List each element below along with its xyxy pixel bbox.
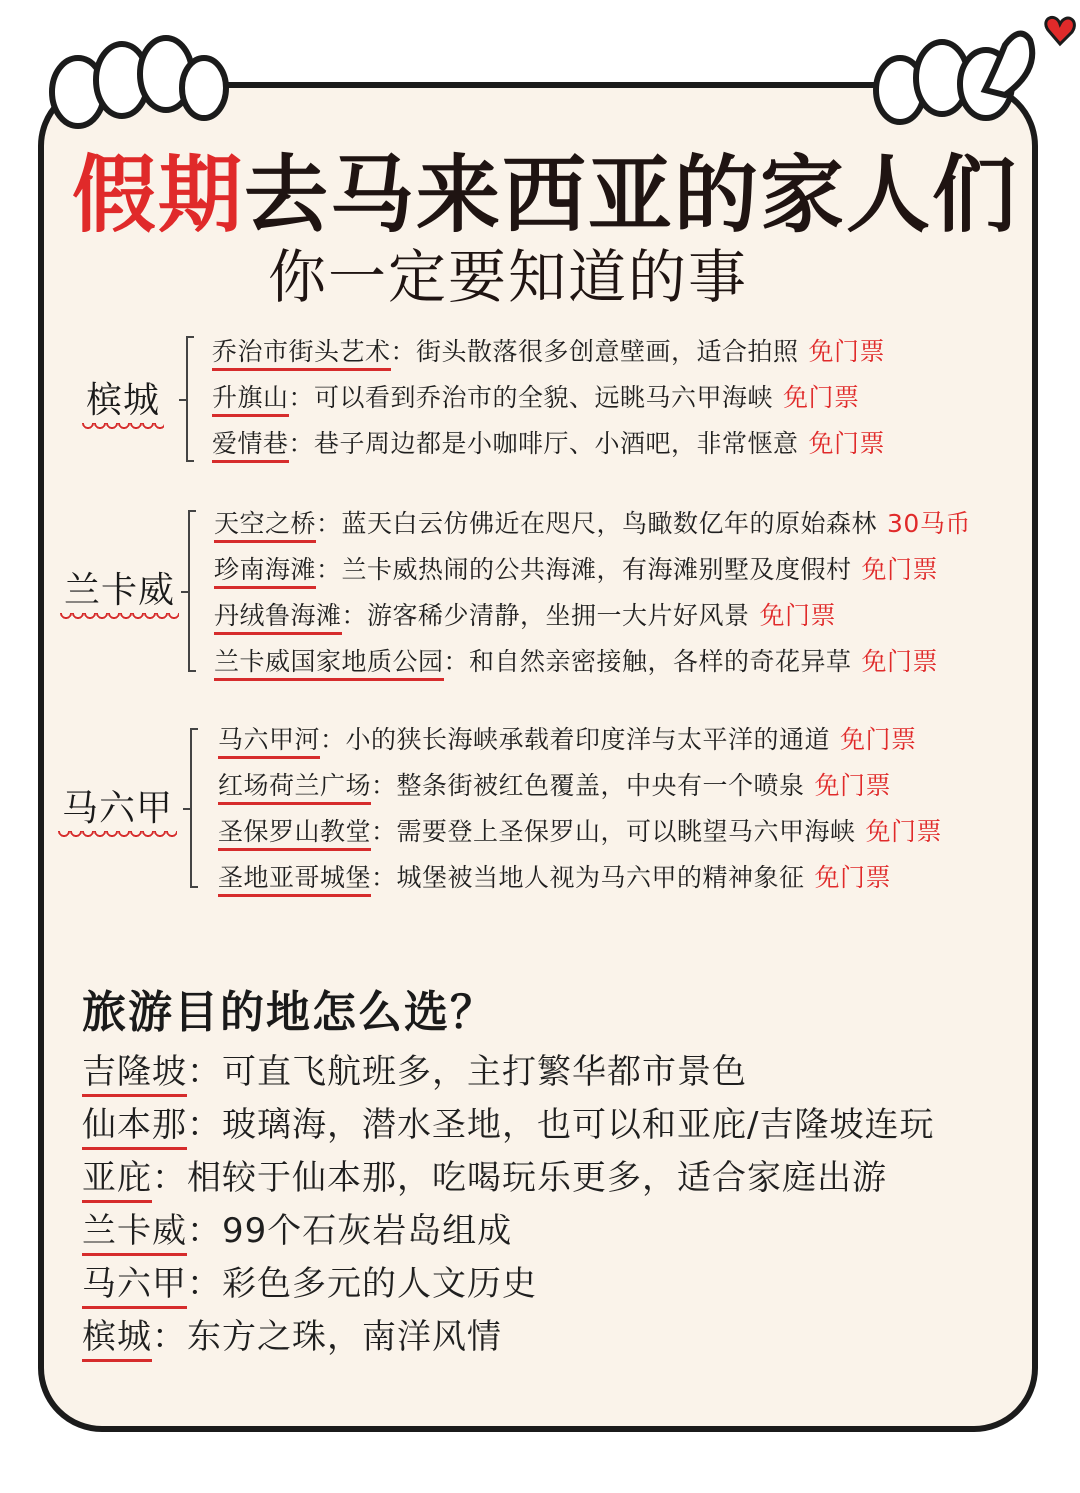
attraction-desc: ：蓝天白云仿佛近在咫尺，鸟瞰数亿年的原始森林	[316, 509, 878, 538]
attraction-desc: ：需要登上圣保罗山，可以眺望马六甲海峡	[371, 817, 856, 846]
attraction-item	[214, 596, 836, 632]
attraction-name: 爱情巷	[212, 429, 289, 463]
city-label-langkawi: 兰卡威	[64, 562, 175, 613]
attraction-item	[218, 720, 917, 756]
attraction-item	[214, 504, 971, 540]
attraction-name: 乔治市街头艺术	[212, 337, 391, 371]
attraction-item	[218, 812, 942, 848]
attraction-price: 免门票	[840, 725, 917, 754]
attraction-desc: ：可以看到乔治市的全貌、远眺马六甲海峡	[288, 383, 774, 412]
destination-desc: ：彩色多元的人文历史	[187, 1264, 537, 1304]
attraction-name: 升旗山	[212, 383, 289, 417]
destination-desc: ：可直飞航班多，主打繁华都市景色	[187, 1052, 747, 1092]
brace	[190, 728, 198, 888]
guide-heading: 旅游目的地怎么选？	[82, 987, 496, 1038]
destination-desc: ：相较于仙本那，吃喝玩乐更多，适合家庭出游	[152, 1158, 887, 1198]
attraction-price: 免门票	[814, 863, 892, 892]
attraction-item	[212, 332, 885, 368]
city-label-malacca: 马六甲	[62, 780, 173, 831]
attraction-item	[214, 642, 938, 678]
heart-icon	[1046, 17, 1075, 44]
attraction-item	[212, 424, 885, 460]
attraction-desc: ：街头散落很多创意壁画，适合拍照	[390, 337, 799, 366]
attraction-price: 免门票	[861, 555, 939, 584]
destination-item	[82, 1097, 934, 1146]
attraction-name: 兰卡威国家地质公园	[214, 647, 444, 681]
city-label-penang: 槟城	[86, 372, 160, 423]
destination-name: 仙本那	[82, 1105, 187, 1150]
attraction-name: 丹绒鲁海滩	[214, 601, 342, 635]
destination-item	[82, 1203, 512, 1252]
title-rest: 去马来西亚的家人们	[244, 146, 1019, 244]
attraction-desc: ：游客稀少清静，坐拥一大片好风景	[341, 601, 750, 630]
attraction-desc: ：和自然亲密接触，各样的奇花异草	[443, 647, 852, 676]
attraction-price: 免门票	[861, 647, 939, 676]
destination-name: 亚庇	[82, 1158, 152, 1203]
attraction-name: 圣保罗山教堂	[218, 817, 371, 851]
destination-item	[82, 1150, 887, 1199]
attraction-name: 红场荷兰广场	[218, 771, 371, 805]
title-highlight: 假期	[72, 146, 245, 244]
destination-desc: ：99个石灰岩岛组成	[187, 1211, 513, 1251]
attraction-name: 圣地亚哥城堡	[218, 863, 371, 897]
destination-desc: ：东方之珠，南洋风情	[152, 1317, 502, 1357]
destination-name: 吉隆坡	[82, 1052, 187, 1097]
attraction-price: 免门票	[814, 771, 892, 800]
attraction-item	[218, 766, 891, 802]
attraction-price: 30马币	[887, 509, 971, 538]
attraction-desc: ：巷子周边都是小咖啡厅、小酒吧，非常惬意	[288, 429, 799, 458]
brace	[188, 510, 196, 672]
attraction-name: 天空之桥	[214, 509, 316, 543]
attraction-price: 免门票	[759, 601, 837, 630]
attraction-price: 免门票	[808, 337, 886, 366]
attraction-desc: ：兰卡威热闹的公共海滩，有海滩别墅及度假村	[316, 555, 852, 584]
destination-name: 兰卡威	[82, 1211, 187, 1256]
attraction-item	[218, 858, 891, 894]
attraction-item	[214, 550, 938, 586]
subtitle: 你一定要知道的事	[268, 243, 749, 311]
destination-item	[82, 1309, 502, 1358]
destination-item	[82, 1044, 747, 1093]
attraction-price: 免门票	[783, 383, 860, 412]
attraction-name: 珍南海滩	[214, 555, 316, 589]
attraction-price: 免门票	[865, 817, 943, 846]
destination-name: 槟城	[82, 1317, 152, 1362]
destination-name: 马六甲	[82, 1264, 187, 1309]
attraction-desc: ：小的狭长海峡承载着印度洋与太平洋的通道	[320, 725, 831, 754]
attraction-price: 免门票	[808, 429, 886, 458]
attraction-item	[212, 378, 860, 414]
destination-item	[82, 1256, 537, 1305]
destination-desc: ：玻璃海，潜水圣地，也可以和亚庇/吉隆坡连玩	[187, 1105, 935, 1145]
attraction-desc: ：整条街被红色覆盖，中央有一个喷泉	[371, 771, 805, 800]
brace	[186, 336, 194, 462]
attraction-name: 马六甲河	[218, 725, 320, 759]
attraction-desc: ：城堡被当地人视为马六甲的精神象征	[371, 863, 805, 892]
